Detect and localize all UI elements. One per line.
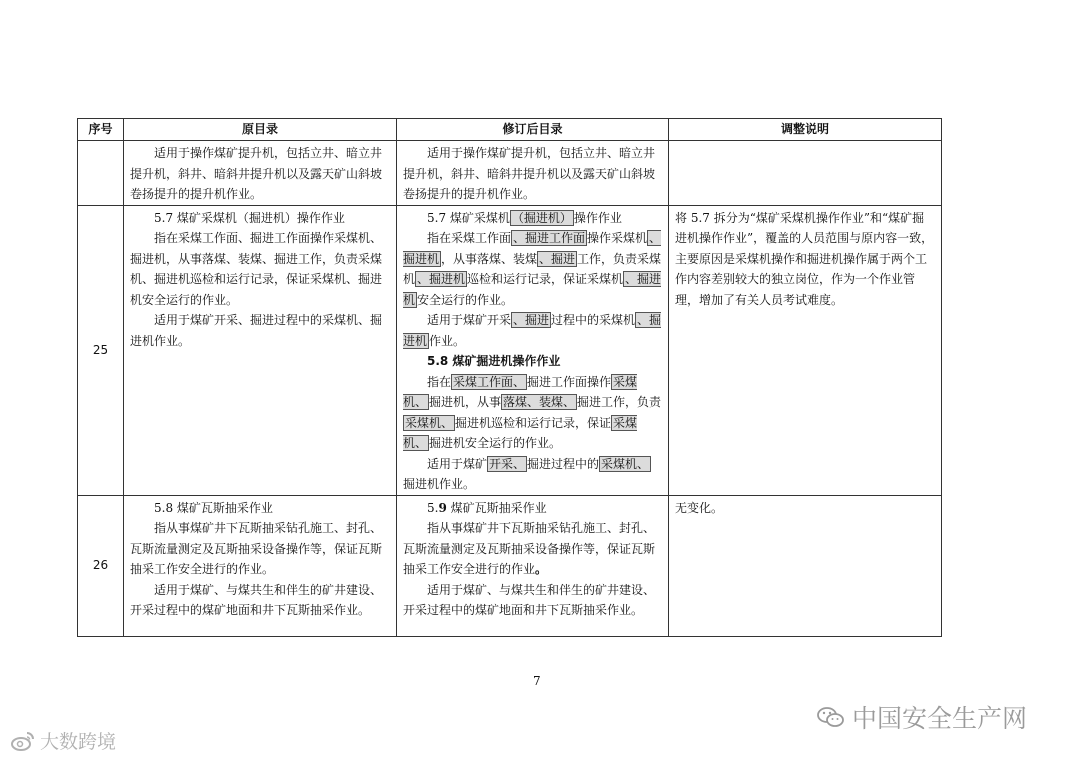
text-span: 作业。 bbox=[429, 333, 466, 348]
text-span: 掘进机安全运行的作业。 bbox=[429, 436, 562, 450]
text-span: 过程中的采煤机 bbox=[551, 313, 636, 327]
text-span: 掘进机巡检和运行记录，保证 bbox=[455, 415, 612, 430]
original-section-title: 5.7 煤矿采煤机（掘进机）操作作业 bbox=[154, 210, 345, 225]
table-row bbox=[78, 205, 942, 495]
revised-cell bbox=[397, 205, 669, 495]
watermark-left-text: 大数跨境 bbox=[40, 731, 117, 753]
new-section-title: 5.8 煤矿掘进机操作作业 bbox=[427, 354, 561, 368]
text-span: 工作，负责采煤机 bbox=[403, 251, 662, 286]
header-number: 序号 bbox=[78, 119, 124, 141]
note-paragraph: 将 5.7 拆分为“煤矿采煤机操作作业”和“煤矿掘进机操作作业”，覆盖的人员范围与原内容一致，主要原因是采煤机操作和掘进机操作属于两个工作内容差别较大的独立岗位，作为一个作业管理，增加了有关人员考试难度。 bbox=[675, 210, 934, 307]
table-row bbox=[78, 141, 942, 206]
original-paragraph: 适用于煤矿、与煤共生和伴生的矿井建设、开采过程中的煤矿地面和井下瓦斯抽采作业。 bbox=[130, 582, 383, 617]
revised-paragraph bbox=[403, 454, 662, 495]
text-span: 巡检和运行记录，保证采煤机 bbox=[467, 272, 624, 286]
highlight-mark: 采煤机、 bbox=[403, 415, 638, 450]
text-span: 5.7 煤矿采煤机 bbox=[427, 210, 510, 225]
original-cell bbox=[124, 205, 397, 495]
revised-paragraph bbox=[403, 518, 662, 580]
text-span: 指在采煤工作面 bbox=[427, 231, 512, 245]
header-original: 原目录 bbox=[124, 119, 397, 141]
text-span: 操作作业 bbox=[573, 210, 622, 225]
revised-section-title bbox=[403, 208, 662, 229]
text-span: 掘进过程中的 bbox=[527, 456, 600, 471]
revised-paragraph bbox=[403, 372, 662, 454]
revised-cell bbox=[397, 495, 669, 636]
text-span: 5. bbox=[427, 500, 439, 515]
text-span: 指从事煤矿井下瓦斯抽采钻孔施工、封孔、瓦斯流量测定及瓦斯抽采设备操作等，保证瓦斯抽采工作安全进行的作业 bbox=[403, 521, 656, 576]
highlight-mark: 、掘进工作面 bbox=[513, 231, 586, 245]
header-note: 调整说明 bbox=[669, 119, 942, 141]
original-paragraph: 指从事煤矿井下瓦斯抽采钻孔施工、封孔、瓦斯流量测定及瓦斯抽采设备操作等，保证瓦斯抽采工作安全进行的作业。 bbox=[130, 521, 383, 576]
watermark-left bbox=[10, 727, 116, 754]
header-revised: 修订后目录 bbox=[397, 119, 669, 141]
wechat-logo-icon bbox=[816, 705, 846, 729]
highlight-mark: 、掘进 bbox=[513, 313, 550, 327]
watermark-right bbox=[816, 699, 1027, 735]
row-number: 26 bbox=[78, 495, 124, 636]
row-number: 25 bbox=[78, 205, 124, 495]
highlight-mark: 、掘进机 bbox=[417, 272, 466, 286]
text-span: 指在 bbox=[427, 374, 452, 389]
highlight-mark: 、掘进机 bbox=[403, 272, 662, 307]
original-cell bbox=[124, 495, 397, 636]
revised-cell bbox=[397, 141, 669, 206]
note-cell bbox=[669, 205, 942, 495]
revised-paragraph: 适用于操作煤矿提升机，包括立井、暗立井提升机，斜井、暗斜井提升机以及露天矿山斜坡卷扬提升的提升机作业。 bbox=[403, 146, 656, 201]
highlight-mark: 采煤工作面、 bbox=[453, 374, 526, 389]
highlight-mark: 采煤机、 bbox=[405, 415, 454, 430]
revised-paragraph bbox=[403, 310, 662, 351]
text-span: 操作采煤机 bbox=[587, 231, 648, 245]
text-span: 安全运行的作业。 bbox=[417, 292, 514, 307]
row-number-cell bbox=[78, 141, 124, 206]
table-header-row bbox=[78, 119, 942, 141]
text-span: 掘进工作，负责 bbox=[577, 395, 662, 409]
note-paragraph: 无变化。 bbox=[675, 500, 724, 515]
table-row bbox=[78, 495, 942, 636]
highlight-mark: 、掘进机 bbox=[403, 231, 662, 266]
highlight-mark: 、掘进 bbox=[539, 251, 576, 266]
original-section-title: 5.8 煤矿瓦斯抽采作业 bbox=[154, 500, 273, 515]
text-span: 掘进机，从事 bbox=[429, 395, 502, 409]
page-number: 7 bbox=[533, 674, 541, 688]
highlight-mark: 落煤、装煤、 bbox=[503, 395, 576, 409]
original-paragraph: 指在采煤工作面、掘进工作面操作采煤机、掘进机，从事落煤、装煤、掘进工作，负责采煤机、掘进机巡检和运行记录，保证采煤机、掘进机安全运行的作业。 bbox=[130, 231, 383, 307]
revised-paragraph bbox=[403, 228, 662, 310]
text-span: 煤矿瓦斯抽采作业 bbox=[446, 500, 547, 515]
text-span: 掘进工作面操作 bbox=[527, 374, 612, 389]
text-span: 掘进机作业。 bbox=[403, 477, 476, 491]
highlight-mark: 、掘进机 bbox=[403, 313, 662, 348]
note-cell bbox=[669, 141, 942, 206]
text-span: 适用于煤矿 bbox=[427, 456, 488, 471]
highlight-mark: 开采、 bbox=[489, 456, 526, 471]
revised-section-title bbox=[403, 498, 662, 519]
changed-punctuation: 。 bbox=[535, 562, 548, 576]
highlight-mark: 采煤机、 bbox=[601, 456, 650, 471]
original-cell bbox=[124, 141, 397, 206]
note-cell bbox=[669, 495, 942, 636]
weibo-logo-icon bbox=[10, 730, 36, 752]
revision-table bbox=[77, 118, 942, 637]
original-paragraph: 适用于煤矿开采、掘进过程中的采煤机、掘进机作业。 bbox=[130, 313, 383, 348]
changed-number: 9 bbox=[438, 500, 447, 515]
revised-paragraph: 适用于煤矿、与煤共生和伴生的矿井建设、开采过程中的煤矿地面和井下瓦斯抽采作业。 bbox=[403, 582, 656, 617]
text-span: 适用于煤矿开采 bbox=[427, 313, 512, 327]
highlight-mark: 采煤机、 bbox=[403, 374, 638, 409]
highlight-mark: （掘进机） bbox=[511, 210, 572, 225]
original-paragraph: 适用于操作煤矿提升机，包括立井、暗立井提升机，斜井、暗斜井提升机以及露天矿山斜坡卷扬提升的提升机作业。 bbox=[130, 146, 383, 201]
text-span: ，从事落煤、装煤 bbox=[441, 251, 538, 266]
watermark-right-text: 中国安全生产网 bbox=[852, 704, 1028, 733]
